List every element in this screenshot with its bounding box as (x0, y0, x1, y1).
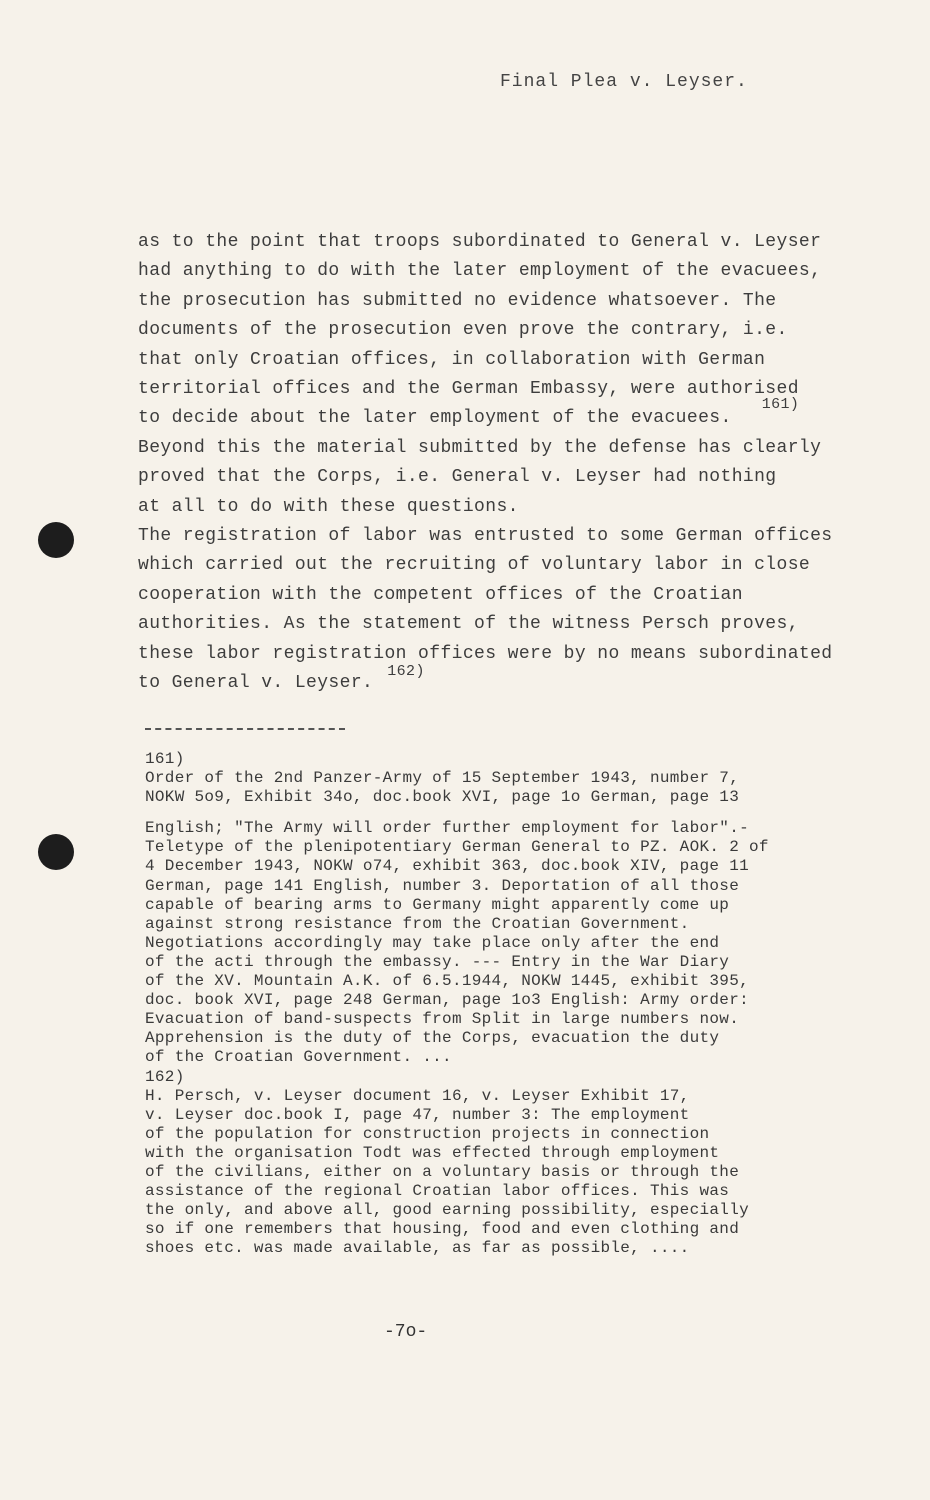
footnote-marker-161: 161) (761, 396, 800, 414)
body-line: the prosecution has submitted no evidence whatsoever. The (138, 290, 777, 311)
footnote-line: v. Leyser doc.book I, page 47, number 3: The employment (145, 1105, 690, 1124)
footnote-line: doc. book XVI, page 248 German, page 1o3 English: Army order: (145, 991, 749, 1010)
footnote-separator (145, 728, 345, 730)
body-line: that only Croatian offices, in collaboration with German (138, 349, 766, 370)
footnote-label-161: 161) (145, 750, 185, 768)
footnote-line: H. Persch, v. Leyser document 16, v. Leyser Exhibit 17, (145, 1086, 690, 1105)
body-line: documents of the prosecution even prove the contrary, i.e. (138, 320, 788, 341)
footnote-line: against strong resistance from the Croatian Government. (145, 914, 690, 933)
body-line: territorial offices and the German Embassy, were authorised (138, 379, 799, 400)
body-line: Beyond this the material submitted by the defense has clearly (138, 437, 822, 458)
body-line: as to the point that troops subordinated to General v. Leyser (138, 232, 822, 252)
body-line: which carried out the recruiting of voluntary labor in close (138, 555, 811, 576)
footnote-line: English; "The Army will order further employment for labor".- (145, 819, 749, 838)
footnote-line: of the acti through the embassy. --- Entry in the War Diary (145, 952, 730, 971)
footnote-line: Apprehension is the duty of the Corps, evacuation the duty (145, 1029, 720, 1048)
body-line-text: to decide about the later employment of the evacuees. (138, 408, 732, 429)
footnote-line: the only, and above all, good earning possibility, especially (145, 1201, 749, 1220)
footnote-line: Teletype of the plenipotentiary German General to PZ. AOK. 2 of (145, 838, 769, 857)
footnote-line: NOKW 5o9, Exhibit 34o, doc.book XVI, page 1o German, page 13 (145, 788, 740, 807)
footnote-marker-162: 162) (387, 663, 425, 681)
footnote-line: Evacuation of band-suspects from Split in large numbers now. (145, 1010, 740, 1029)
footnote-line: of the population for construction projects in connection (145, 1124, 710, 1143)
footnote-line: of the XV. Mountain A.K. of 6.5.1944, NOKW 1445, exhibit 395, (145, 972, 749, 991)
footnote-line: capable of bearing arms to Germany might apparently come up (145, 895, 730, 914)
body-line: authorities. As the statement of the witness Persch proves, (138, 614, 799, 635)
body-line (138, 396, 898, 433)
footnote-line: of the Croatian Government. ... (145, 1048, 452, 1067)
body-line: cooperation with the competent offices of the Croatian (138, 584, 743, 605)
body-line: proved that the Corps, i.e. General v. Leyser had nothing (138, 467, 777, 488)
body-line: The registration of labor was entrusted to some German offices (138, 526, 833, 547)
footnote-line: so if one remembers that housing, food and even clothing and (145, 1220, 740, 1239)
body-line: these labor registration offices were by no means subordinated (138, 643, 833, 664)
footnote-line: 4 December 1943, NOKW o74, exhibit 363, doc.book XIV, page 11 (145, 857, 749, 876)
body-line: had anything to do with the later employment of the evacuees, (138, 261, 822, 282)
binder-hole (38, 522, 74, 558)
footnote-line: shoes etc. was made available, as far as possible, .... (145, 1239, 690, 1258)
page-header: Final Plea v. Leyser. (500, 72, 748, 92)
body-line (138, 663, 898, 698)
body-text (138, 228, 898, 699)
binder-hole (38, 834, 74, 870)
footnotes (145, 750, 905, 1258)
footnote-label-162: 162) (145, 1067, 185, 1086)
footnote-line: German, page 141 English, number 3. Deportation of all those (145, 876, 740, 895)
body-line-text: to General v. Leyser. (138, 673, 374, 694)
footnote-line: with the organisation Todt was effected through employment (145, 1143, 720, 1162)
footnote-line: Negotiations accordingly may take place only after the end (145, 933, 720, 952)
footnote-line: assistance of the regional Croatian labor offices. This was (145, 1182, 730, 1201)
page-number: -7o- (384, 1322, 428, 1342)
footnote-line: Order of the 2nd Panzer-Army of 15 September 1943, number 7, (145, 769, 740, 788)
footnote-line: of the civilians, either on a voluntary basis or through the (145, 1162, 740, 1181)
body-line: at all to do with these questions. (138, 496, 519, 517)
